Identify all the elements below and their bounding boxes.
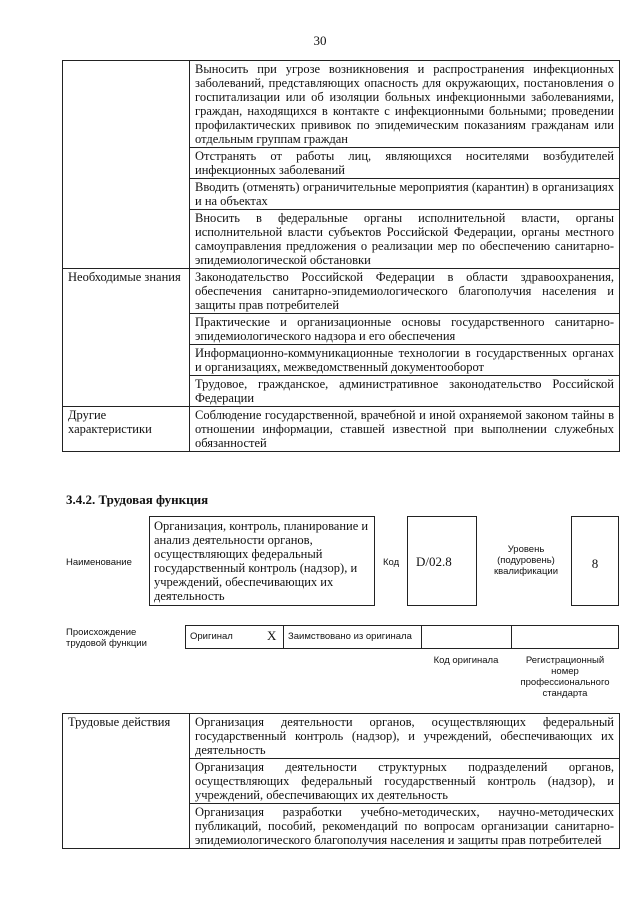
row-text: Организация разработки учебно-методических, научно-методических публикаций, пособий, рекомендаций по вопросам организации санитарно-эпидемиологического благополучия населения и защиты прав потребителей: [190, 804, 620, 849]
reg-number-cell: [511, 626, 619, 648]
row-label: [63, 61, 190, 148]
row-label: Другие характеристики: [63, 407, 190, 452]
origin-original: Оригинал: [185, 626, 263, 648]
table-row: [63, 376, 620, 407]
table-row: [63, 179, 620, 210]
row-label: [63, 179, 190, 210]
page-number: 30: [313, 33, 327, 48]
code-label: Код: [383, 557, 400, 568]
origin-borrowed: Заимствовано из оригинала: [283, 626, 421, 648]
table-row: [63, 759, 620, 804]
row-text: Трудовое, гражданское, административное законодательство Российской Федерации: [190, 376, 620, 407]
reg-number-caption: Регистрационный номер профессионального стандарта: [520, 655, 610, 699]
table-row: [63, 345, 620, 376]
row-label: [63, 759, 190, 804]
row-text: Практические и организационные основы государственного санитарно-эпидемиологического надзора и его обеспечения: [190, 314, 620, 345]
row-label: [63, 148, 190, 179]
row-label: [63, 345, 190, 376]
table-row: [63, 148, 620, 179]
row-label: [63, 314, 190, 345]
origin-row: [185, 625, 619, 649]
row-label: [63, 376, 190, 407]
labor-actions-table: [62, 713, 620, 849]
row-label: [63, 804, 190, 849]
function-code-value: D/02.8: [407, 516, 477, 606]
table-row: [63, 61, 620, 148]
table-row: [63, 210, 620, 269]
row-text: Вносить в федеральные органы исполнительной власти, органы исполнительной власти субъектов Российской Федерации, органы местного самоуправления предложения о реализации мер по обеспечению санитарно-эпидемиологической обстановки: [190, 210, 620, 269]
table-row: [63, 269, 620, 314]
requirements-table: [62, 60, 620, 452]
section-title: 3.4.2. Трудовая функция: [66, 492, 209, 507]
row-text: Организация деятельности органов, осуществляющих федеральный государственный контроль (надзор), и учреждений, обеспечивающих их деятельность: [190, 714, 620, 759]
level-value: 8: [571, 516, 619, 606]
table-row: [63, 314, 620, 345]
row-label: [63, 210, 190, 269]
row-label: Трудовые действия: [63, 714, 190, 759]
row-text: Вводить (отменять) ограничительные мероприятия (карантин) в организациях и на объектах: [190, 179, 620, 210]
code-original-cell: [421, 626, 511, 648]
table-row: [63, 714, 620, 759]
row-text: Соблюдение государственной, врачебной и иной охраняемой законом тайны в отношении информации, ставшей известной при выполнении служебных обязанностей: [190, 407, 620, 452]
row-text: Организация деятельности структурных подразделений органов, осуществляющих федеральный государственный контроль (надзор), и учреждений, обеспечивающих их деятельность: [190, 759, 620, 804]
row-text: Законодательство Российской Федерации в области здравоохранения, обеспечения санитарно-эпидемиологического благополучия населения и защиты прав потребителей: [190, 269, 620, 314]
origin-mark: X: [267, 628, 277, 643]
row-text: Выносить при угрозе возникновения и распространения инфекционных заболеваний, представляющих опасность для окружающих, постановления о госпитализации или об изоляции больных инфекционными заболеваниями, граждан, находящихся в контакте с инфекционными больными; проведении профилактических прививок по эпидемическим показаниям гражданам или отдельным группам граждан: [190, 61, 620, 148]
function-name-value: Организация, контроль, планирование и анализ деятельности органов, осуществляющих федеральный государственный контроль (надзор), и учреждений, обеспечивающих их деятельность: [149, 516, 375, 606]
code-original-caption: Код оригинала: [433, 655, 499, 666]
row-text: Отстранять от работы лиц, являющихся носителями возбудителей инфекционных заболеваний: [190, 148, 620, 179]
origin-label: Происхождение трудовой функции: [66, 627, 147, 649]
name-label: Наименование: [66, 557, 132, 568]
row-text: Информационно-коммуникационные технологии в государственных органах и организациях, межведомственный документооборот: [190, 345, 620, 376]
row-label: Необходимые знания: [63, 269, 190, 314]
table-row: [63, 407, 620, 452]
table-row: [63, 804, 620, 849]
level-label: Уровень (подуровень) квалификации: [493, 544, 559, 577]
